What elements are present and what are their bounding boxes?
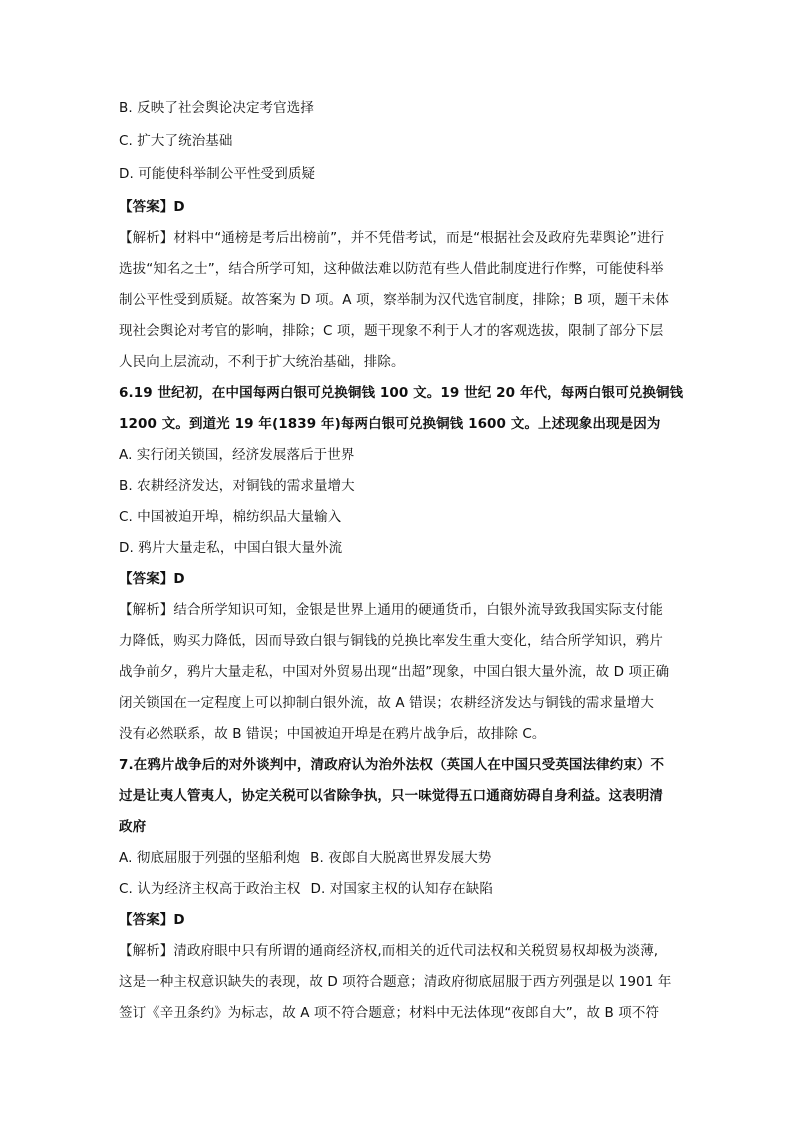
q6-analysis-line: 【解析】结合所学知识可知，金银是世界上通用的硬通货币，白银外流导致我国实际支付能 xyxy=(119,602,663,618)
q6-analysis-line: 战争前夕，鸦片大量走私，中国对外贸易出现“出超”现象，中国白银大量外流，故 D 项正确 xyxy=(119,664,670,680)
q6-analysis-line: 没有必然联系，故 B 错误；中国被迫开埠是在鸦片战争后，故排除 C。 xyxy=(119,726,546,742)
q7-option-c: C. 认为经济主权高于政治主权 xyxy=(119,881,301,897)
q5-analysis-line: 选拔“知名之士”，结合所学可知，这种做法难以防范有些人借此制度进行作弊，可能使科举 xyxy=(119,261,664,277)
q7-stem-line: 政府 xyxy=(119,819,147,835)
q7-options-row-2 xyxy=(119,879,679,910)
q6-option-a: A. 实行闭关锁国，经济发展落后于世界 xyxy=(119,447,355,463)
q5-option-b: B. 反映了社会舆论决定考官选择 xyxy=(119,100,314,116)
q5-analysis-line: 现社会舆论对考官的影响，排除；C 项，题干现象不利于人才的客观选拔，限制了部分下层 xyxy=(119,323,664,339)
q7-option-d: D. 对国家主权的认知存在缺陷 xyxy=(310,881,493,897)
q5-analysis-line: 制公平性受到质疑。故答案为 D 项。A 项，察举制为汉代选官制度，排除；B 项，题干未体 xyxy=(119,292,669,308)
q7-stem-line: 7.在鸦片战争后的对外谈判中，清政府认为治外法权（英国人在中国只受英国法律约束）不 xyxy=(119,757,665,773)
q7-analysis-line: 签订《辛丑条约》为标志，故 A 项不符合题意；材料中无法体现“夜郎自大”，故 B 项不符 xyxy=(119,1005,660,1021)
q7-options-row-1 xyxy=(119,848,679,879)
q6-option-c: C. 中国被迫开埠，棉纺织品大量输入 xyxy=(119,509,342,525)
q7-analysis-line: 这是一种主权意识缺失的表现，故 D 项符合题意；清政府彻底屈服于西方列强是以 1901 年 xyxy=(119,974,672,990)
q6-option-b: B. 农耕经济发达，对铜钱的需求量增大 xyxy=(119,478,355,494)
q6-analysis-line: 力降低，购买力降低，因而导致白银与铜钱的兑换比率发生重大变化，结合所学知识，鸦片 xyxy=(119,633,663,649)
q7-option-b: B. 夜郎自大脱离世界发展大势 xyxy=(310,850,492,866)
q6-analysis-line: 闭关锁国在一定程度上可以抑制白银外流，故 A 错误；农耕经济发达与铜钱的需求量增大 xyxy=(119,695,654,711)
q6-stem-line: 6.19 世纪初，在中国每两白银可兑换铜钱 100 文。19 世纪 20 年代，每两白银可兑换铜钱 xyxy=(119,385,684,401)
q6-option-d: D. 鸦片大量走私，中国白银大量外流 xyxy=(119,540,343,556)
q5-answer: 【答案】D xyxy=(119,199,185,215)
q7-answer: 【答案】D xyxy=(119,912,185,928)
q5-analysis-line: 【解析】材料中“通榜是考后出榜前”，并不凭借考试，而是“根据社会及政府先辈舆论”进行 xyxy=(119,230,665,246)
q5-option-c: C. 扩大了统治基础 xyxy=(119,133,233,149)
q7-analysis-line: 【解析】清政府眼中只有所谓的通商经济权,而相关的近代司法权和关税贸易权却极为淡薄, xyxy=(119,943,659,959)
q6-answer: 【答案】D xyxy=(119,571,185,587)
q7-option-a: A. 彻底屈服于列强的坚船利炮 xyxy=(119,850,301,866)
q5-analysis-line: 人民向上层流动，不利于扩大统治基础，排除。 xyxy=(119,354,405,370)
q5-option-d: D. 可能使科举制公平性受到质疑 xyxy=(119,166,316,182)
q7-stem-line: 过是让夷人管夷人，协定关税可以省除争执，只一味觉得五口通商妨碍自身利益。这表明清 xyxy=(119,788,663,804)
q6-stem-line: 1200 文。到道光 19 年(1839 年)每两白银可兑换铜钱 1600 文。上述现象出现是因为 xyxy=(119,416,661,432)
document-page xyxy=(119,98,684,1034)
